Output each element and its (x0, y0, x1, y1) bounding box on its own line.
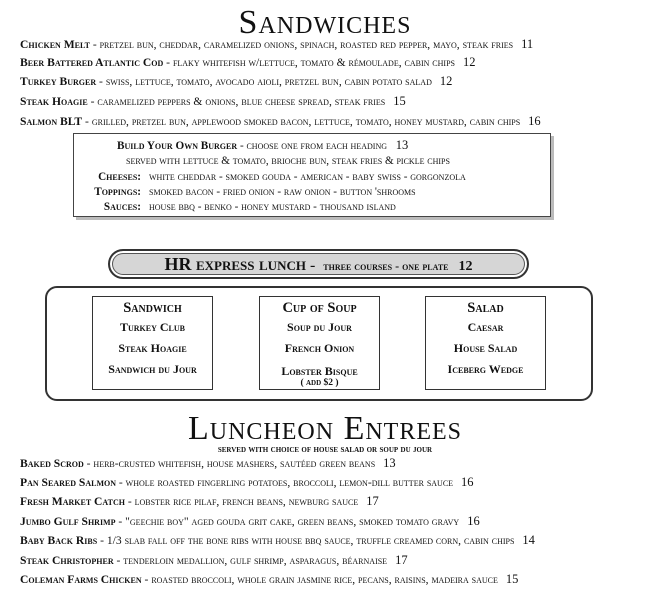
entrees-heading: Luncheon Entrees (187, 410, 463, 447)
menu-item: Turkey Burger - swiss, lettuce, tomato, avocado aioli, pretzel bun, cabin potato salad 12 (20, 74, 453, 88)
express-title: HR express lunch (164, 254, 306, 274)
item-price: 12 (462, 55, 476, 69)
toppings-label: Toppings: (94, 186, 141, 198)
byo-cheeses-line (77, 170, 466, 184)
menu-item: Steak Hoagie - caramelized peppers & onions, blue cheese spread, steak fries 15 (20, 94, 406, 108)
item-desc: lobster rice pilaf, french beans, newburg sauce (134, 495, 359, 508)
item-name: Pan Seared Salmon (20, 476, 116, 489)
toppings-options: smoked bacon - fried onion - raw onion - button 'shrooms (149, 186, 416, 198)
menu-item: Salmon BLT - grilled, pretzel bun, applewood smoked bacon, lettuce, tomato, honey mustard, cabin chips 16 (20, 114, 541, 128)
item-desc: herb-crusted whitefish, house mashers, sautéed green beans (93, 457, 376, 470)
item-name: Steak Christopher (20, 554, 114, 567)
item-price: 13 (383, 456, 396, 470)
item-desc: 1/3 slab fall off the bone ribs with house bbq sauce, truffle creamed corn, cabin chips (106, 534, 515, 547)
item-name: Jumbo Gulf Shrimp (20, 515, 116, 528)
item-desc: swiss, lettuce, tomato, avocado aioli, pretzel bun, cabin potato salad (105, 75, 432, 88)
item-price: 16 (461, 475, 474, 489)
menu-item: Steak Christopher - tenderloin medallion, gulf shrimp, asparagus, béarnaise 17 (20, 553, 408, 567)
column-title: Salad (467, 300, 504, 316)
column-entry: Turkey Club (119, 320, 185, 334)
item-desc: flaky whitefish w/lettuce, tomato & rémoulade, cabin chips (172, 56, 455, 69)
menu-item: Chicken Melt - pretzel bun, cheddar, caramelized onions, spinach, roasted red pepper, mayo, steak fries 11 (20, 37, 534, 51)
item-price: 17 (366, 494, 379, 508)
item-price: 16 (467, 514, 480, 528)
byo-served: served with lettuce & tomato, brioche bun, steak fries & pickle chips (126, 155, 450, 167)
menu-item: Coleman Farms Chicken - roasted broccoli, whole grain jasmine rice, pecans, raisins, madeira sauce 15 (20, 572, 519, 586)
cheeses-options: white cheddar - smoked gouda - american - baby swiss - gorgonzola (149, 171, 466, 183)
menu-item: Baked Scrod - herb-crusted whitefish, house mashers, sautéed green beans 13 (20, 456, 396, 470)
item-desc: caramelized peppers & onions, blue cheese spread, steak fries (97, 95, 386, 108)
column-note: ( add $2 ) (300, 378, 339, 388)
byo-toppings-line (77, 185, 416, 199)
item-price: 17 (395, 553, 408, 567)
item-name: Baby Back Ribs (20, 534, 98, 547)
express-subtitle: three courses - one plate (323, 259, 449, 273)
item-name: Baked Scrod (20, 457, 84, 470)
menu-item: Pan Seared Salmon - whole roasted fingerling potatoes, broccoli, lemon-dill butter sauce 16 (20, 475, 474, 489)
menu-item: Beer Battered Atlantic Cod - flaky whitefish w/lettuce, tomato & rémoulade, cabin chips 12 (20, 55, 476, 69)
menu-item: Baby Back Ribs - 1/3 slab fall off the bone ribs with house bbq sauce, truffle creamed corn, cabin chips 14 (20, 533, 535, 547)
column-title: Sandwich (123, 300, 182, 316)
item-price: 11 (521, 37, 534, 51)
column-entry: House Salad (453, 341, 518, 355)
item-price: 12 (439, 74, 453, 88)
column-entry: Iceberg Wedge (447, 362, 524, 376)
item-price: 15 (505, 572, 519, 586)
menu-item: Jumbo Gulf Shrimp - "geechie boy" aged gouda grit cake, green beans, smoked tomato gravy 16 (20, 514, 480, 528)
item-desc: tenderloin medallion, gulf shrimp, asparagus, béarnaise (123, 554, 388, 567)
column-title: Cup of Soup (282, 300, 357, 316)
item-name: Chicken Melt (20, 38, 90, 51)
express-lunch-banner: HR express lunch - three courses - one plate 12 (108, 249, 529, 279)
entrees-subheading: served with choice of house salad or soup du jour (217, 444, 433, 455)
sauces-label: Sauces: (103, 201, 141, 213)
express-column-sandwich (92, 296, 213, 390)
item-desc: whole roasted fingerling potatoes, broccoli, lemon-dill butter sauce (125, 476, 454, 489)
build-your-own-burger-box (73, 133, 551, 217)
item-price: 15 (393, 94, 406, 108)
item-desc: "geechie boy" aged gouda grit cake, green beans, smoked tomato gravy (125, 515, 460, 528)
column-entry: Lobster Bisque (281, 364, 358, 378)
cheeses-label: Cheeses: (98, 171, 141, 183)
item-name: Fresh Market Catch (20, 495, 125, 508)
express-column-soup (259, 296, 380, 390)
column-entry: French Onion (284, 341, 355, 355)
byo-title: Build Your Own Burger (117, 140, 238, 152)
item-name: Turkey Burger (20, 75, 97, 88)
item-name: Steak Hoagie (20, 95, 88, 108)
express-column-salad (425, 296, 546, 390)
column-entry: Sandwich du Jour (108, 362, 197, 376)
column-entry: Steak Hoagie (118, 341, 187, 355)
item-name: Coleman Farms Chicken (20, 573, 142, 586)
item-name: Salmon BLT (20, 115, 83, 128)
column-entry: Soup du Jour (287, 320, 352, 334)
item-price: 14 (522, 533, 535, 547)
item-name: Beer Battered Atlantic Cod (20, 56, 164, 69)
byo-price: 13 (395, 138, 409, 152)
sauces-options: house bbq - benko - honey mustard - thousand island (149, 201, 396, 213)
item-price: 16 (528, 114, 541, 128)
item-desc: grilled, pretzel bun, applewood smoked bacon, lettuce, tomato, honey mustard, cabin chips (91, 115, 521, 128)
menu-item: Fresh Market Catch - lobster rice pilaf, french beans, newburg sauce 17 (20, 494, 379, 508)
express-price: 12 (458, 259, 473, 274)
item-desc: roasted broccoli, whole grain jasmine rice, pecans, raisins, madeira sauce (151, 573, 498, 586)
sandwiches-heading: Sandwiches (238, 4, 412, 41)
column-entry: Caesar (467, 320, 504, 334)
byo-sauces-line (77, 200, 396, 214)
byo-title-line: Build Your Own Burger - choose one from each heading 13 (117, 138, 409, 152)
byo-title-note: choose one from each heading (246, 140, 387, 152)
item-desc: pretzel bun, cheddar, caramelized onions, spinach, roasted red pepper, mayo, steak fries (99, 38, 514, 51)
